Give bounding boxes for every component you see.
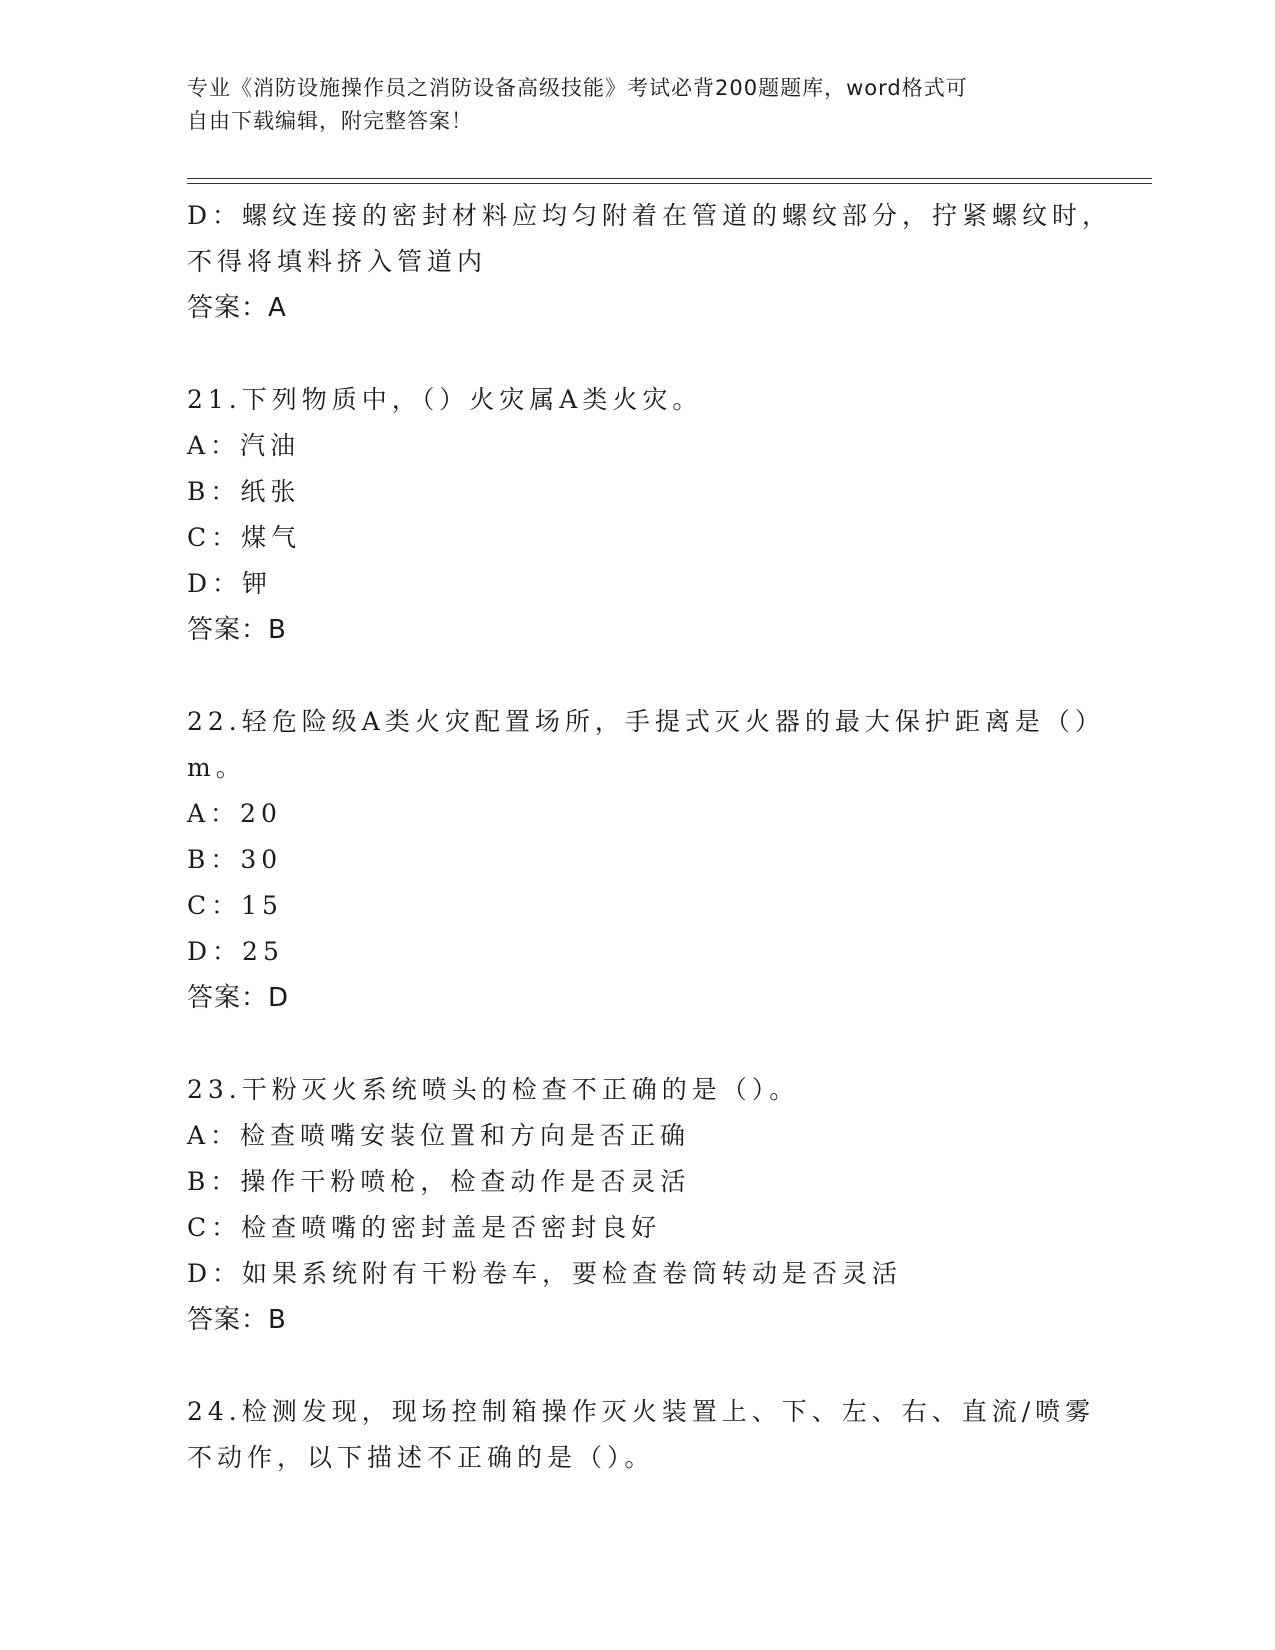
header-rule-top [187, 178, 1152, 179]
question-stem: 24.检测发现，现场控制箱操作灭火装置上、下、左、右、直流/喷雾 [187, 1397, 1096, 1426]
question-list [187, 193, 1113, 1481]
header-rule-bottom [187, 183, 1152, 184]
option-a: A：20 [187, 799, 282, 828]
option-b: B：操作干粉喷枪，检查动作是否灵活 [187, 1167, 691, 1196]
question-stem: 22.轻危险级A类火灾配置场所，手提式灭火器的最大保护距离是（） [187, 707, 1105, 736]
spacer [187, 1343, 1087, 1389]
answer: 答案：A [187, 293, 287, 323]
document-header [187, 72, 1067, 138]
option-b: B：30 [187, 845, 283, 874]
header-line-2: 自由下载编辑，附完整答案！ [187, 109, 473, 133]
option-d: D：螺纹连接的密封材料应均匀附着在管道的螺纹部分，拧紧螺纹时， [187, 201, 1113, 230]
option-c: C：15 [187, 891, 283, 920]
option-c: C：检查喷嘴的密封盖是否密封良好 [187, 1213, 662, 1242]
option-b: B：纸张 [187, 477, 301, 506]
option-a: A：检查喷嘴安装位置和方向是否正确 [187, 1121, 691, 1150]
spacer [187, 331, 1087, 377]
spacer [187, 1021, 1087, 1067]
option-d-continued: 不得将填料挤入管道内 [187, 247, 488, 276]
option-d: D：钾 [187, 569, 273, 598]
option-d: D：如果系统附有干粉卷车，要检查卷筒转动是否灵活 [187, 1259, 903, 1288]
header-line-1: 专业《消防设施操作员之消防设备高级技能》考试必背200题题库，word格式可 [187, 76, 968, 100]
question-20-tail [187, 193, 1113, 331]
answer: 答案：B [187, 1305, 287, 1335]
question-stem-continued: m。 [187, 753, 246, 782]
question-24 [187, 1389, 1096, 1481]
question-stem-continued: 不动作，以下描述不正确的是（）。 [187, 1443, 655, 1472]
question-21 [187, 377, 1087, 653]
question-stem: 21.下列物质中，（）火灾属A类火灾。 [187, 385, 703, 414]
option-c: C：煤气 [187, 523, 302, 552]
question-22 [187, 699, 1105, 1021]
option-a: A：汽油 [187, 431, 301, 460]
question-23 [187, 1067, 1087, 1343]
question-stem: 23.干粉灭火系统喷头的检查不正确的是（）。 [187, 1075, 800, 1104]
answer: 答案：B [187, 615, 287, 645]
option-d: D：25 [187, 937, 284, 966]
spacer [187, 653, 1087, 699]
answer: 答案：D [187, 983, 290, 1013]
